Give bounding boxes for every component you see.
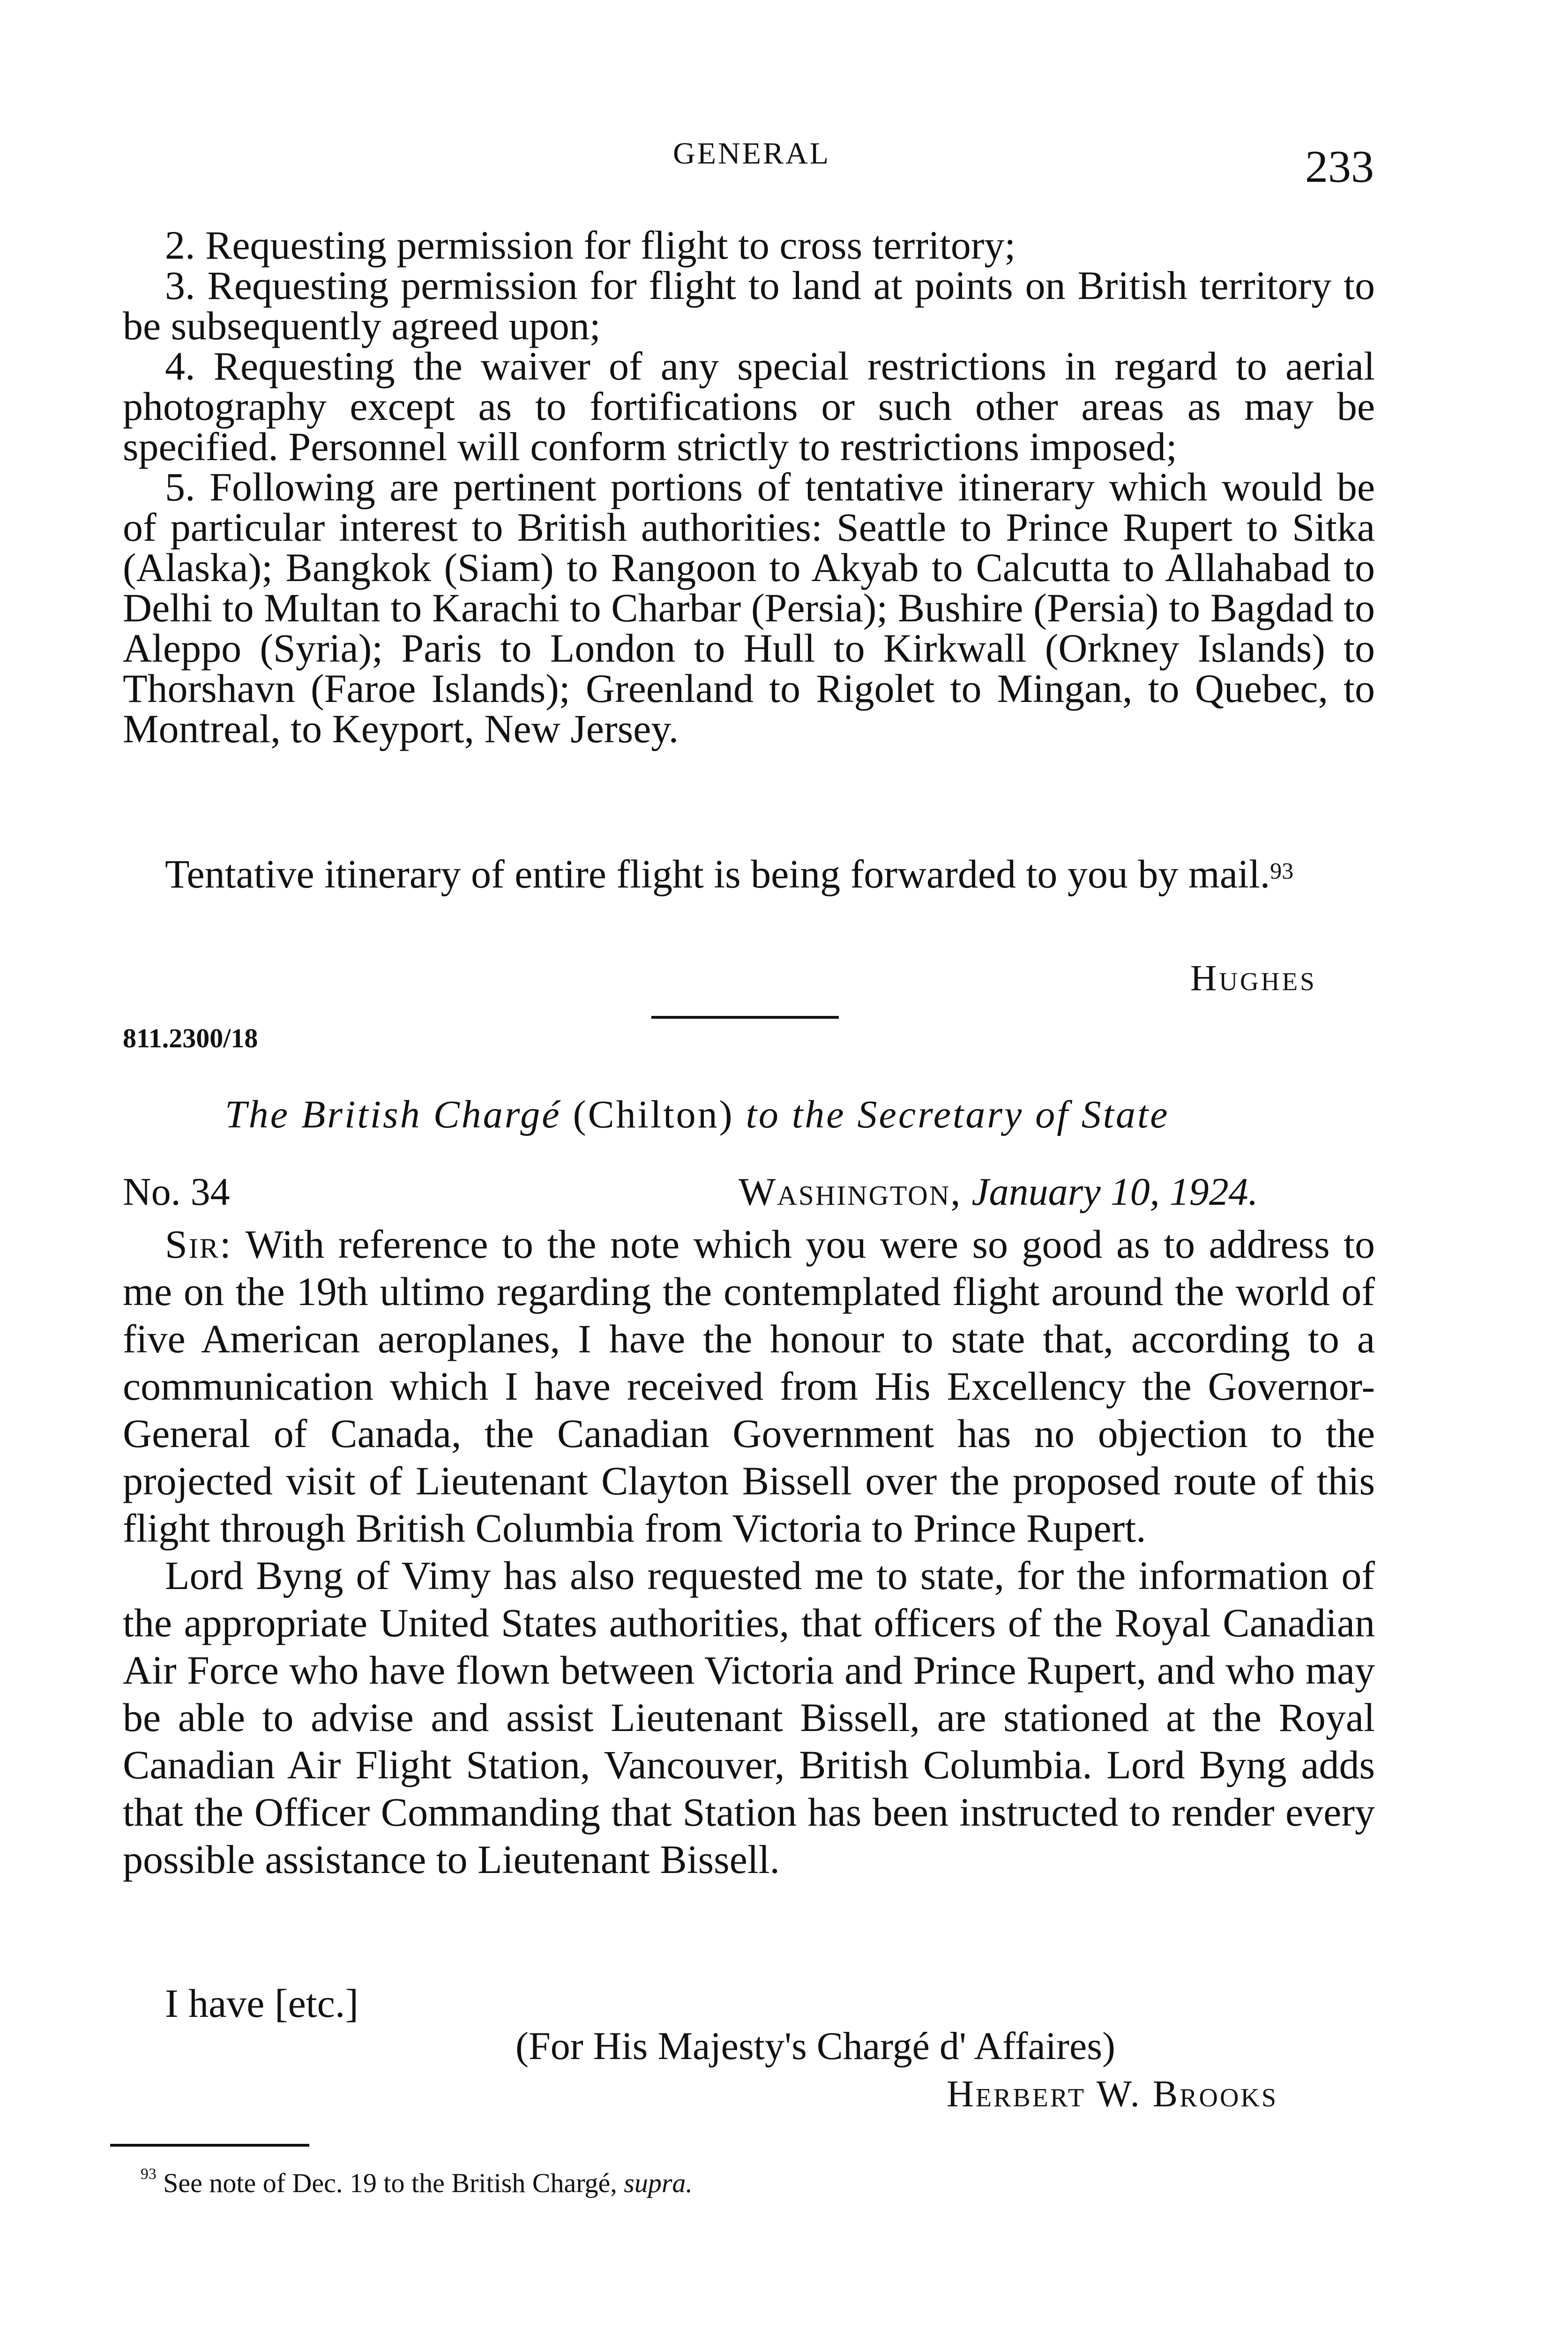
heading-name: (Chilton) [573, 1093, 734, 1136]
item-3: 3. Requesting permission for flight to land at points on British territory to be subsequently agreed upon; [123, 263, 1375, 348]
heading-part2: to the Secretary of State [746, 1093, 1170, 1136]
closing: I have [etc.] [165, 1981, 358, 2026]
page-number: 233 [1305, 142, 1374, 192]
signer: Herbert W. Brooks [947, 2074, 1278, 2115]
footnote-text: See note of Dec. 19 to the British Chargé, [163, 2168, 617, 2198]
footnote [141, 2167, 693, 2199]
letter-paragraph-2: Lord Byng of Vimy has also requested me to state, for the information of the appropriate United States authorities, that officers of the Royal Canadian Air Force who have flown between Victoria and Prince Rupert, and who may be able to advise and assist Lieutenant Bissell, are stationed at the Royal Canadian Air Flight Station, Vancouver, British Columbia. Lord Byng adds that the Officer Commanding that Station has been instructed to render every possible assistance to Lieutenant Bissell. [123, 1553, 1375, 1882]
telegram-signature: Hughes [1190, 957, 1317, 998]
footnote-ref: 93 [1270, 858, 1294, 884]
paragraph-1-text: With reference to the note which you were so good as to address to me on the 19th ultimo regarding the contemplated flight around the world of five American aeroplanes, I have the honour to state that, according to a communication which I have received from His Excellency the Governor-General of Canada, the Canadian Government has no objection to the projected visit of Lieutenant Clayton Bissell over the proposed route of this flight through British Columbia from Victoria to Prince Rupert. [123, 1222, 1375, 1551]
document-heading [225, 1092, 1170, 1137]
closing-paragraph [123, 851, 1375, 897]
item-4: 4. Requesting the waiver of any special restrictions in regard to aerial photography except as to fortifications or such other areas as may be specified. Personnel will conform strictly to restrictions imposed; [123, 343, 1375, 469]
footnote-italic: supra. [624, 2168, 693, 2198]
telegram-closing [123, 851, 1375, 897]
letter-body [123, 1221, 1375, 1883]
salutation: Sir: [165, 1222, 232, 1267]
letter-paragraph-1 [123, 1221, 1375, 1552]
item-2: 2. Requesting permission for flight to cross territory; [165, 223, 1016, 268]
telegram-items [123, 225, 1375, 749]
dateline-date: January 10, 1924. [971, 1170, 1258, 1214]
item-5: 5. Following are pertinent portions of tentative itinerary which would be of particular interest to British authorities: Seattle to Prince Rupert to Sitka (Alaska); Bangkok (Siam) to Rangoon to Akyab to Calcutta to Allahabad to Delhi to Multan to Karachi to Charbar (Persia); Bushire (Persia) to Bagdad to Aleppo (Syria); Paris to London to Hull to Kirkwall (Orkney Islands) to Thorshavn (Faroe Islands); Greenland to Rigolet to Mingan, to Quebec, to Montreal, to Keyport, New Jersey. [123, 464, 1375, 751]
section-rule [651, 1016, 839, 1019]
dateline [739, 1169, 1258, 1215]
heading-part1: The British Chargé [225, 1093, 561, 1136]
file-number: 811.2300/18 [123, 1023, 258, 1053]
running-head: GENERAL [673, 136, 830, 171]
dateline-city: Washington, [739, 1170, 962, 1214]
footnote-rule [110, 2144, 309, 2147]
for-line: (For His Majesty's Chargé d' Affaires) [515, 2024, 1115, 2068]
letter-number: No. 34 [123, 1170, 230, 1214]
closing-text: Tentative itinerary of entire flight is being forwarded to you by mail. [165, 851, 1270, 896]
footnote-number: 93 [141, 2165, 157, 2183]
